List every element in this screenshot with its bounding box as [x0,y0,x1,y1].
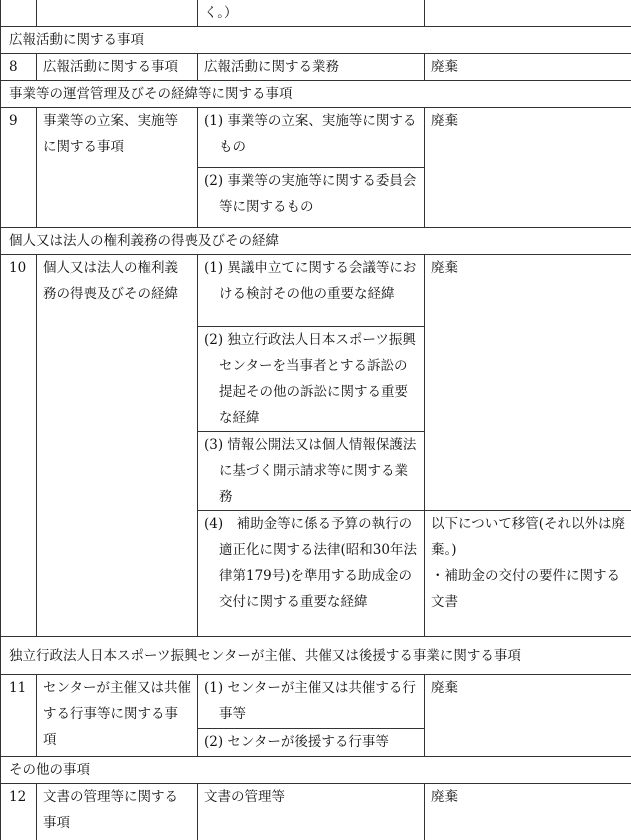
item-cell: 個人又は法人の権利義務の得喪及びその経緯 [37,255,198,637]
no-cell: 8 [1,54,37,81]
table-row [1,784,631,840]
section-header-row [1,81,631,108]
table-row [1,54,631,81]
section-header-row [1,228,631,255]
table-row [1,675,631,729]
desc-cell: (3) 情報公開法又は個人情報保護法に基づく開示請求等に関する業務 [198,432,425,511]
item-cell: 文書の管理等に関する事項 [37,784,198,840]
disposition-cell: 廃棄 [425,255,631,511]
disposition-cell: 廃棄 [425,675,631,757]
desc-cell: (1) 事業等の立案、実施等に関するもの [198,108,425,168]
transfer-note: 以下について移管(それ以外は廃棄。) [431,516,625,558]
item-cell [37,0,198,27]
section-title: 独立行政法人日本スポーツ振興センターが主催、共催又は後援する事業に関する事項 [1,637,631,675]
no-cell: 11 [1,675,37,757]
desc-cell: 広報活動に関する業務 [198,54,425,81]
section-header-row [1,637,631,675]
desc-cell: (2) センターが後援する行事等 [198,729,425,757]
section-title: その他の事項 [1,757,631,784]
desc-cell: (2) 事業等の実施等に関する委員会等に関するもの [198,168,425,228]
item-cell: 広報活動に関する事項 [37,54,198,81]
disposition-cell [425,511,631,637]
no-cell [1,0,37,27]
transfer-note-item: ・補助金の交付の要件に関する文書 [431,568,620,610]
desc-cell: (4) 補助金等に係る予算の執行の適正化に関する法律(昭和30年法律第179号)を準用する助成金の交付に関する重要な経緯 [198,511,425,637]
no-cell: 12 [1,784,37,840]
desc-cell: 文書の管理等 [198,784,425,840]
section-title: 広報活動に関する事項 [1,27,631,54]
disposition-cell: 廃棄 [425,784,631,840]
disposition-cell: 廃棄 [425,54,631,81]
no-cell: 9 [1,108,37,228]
desc-cell: (2) 独立行政法人日本スポーツ振興センターを当事者とする訴訟の提起その他の訴訟に関する重要な経緯 [198,327,425,432]
section-header-row [1,27,631,54]
table-row [1,255,631,327]
section-title: 事業等の運営管理及びその経緯等に関する事項 [1,81,631,108]
no-cell: 10 [1,255,37,637]
item-cell: 事業等の立案、実施等に関する事項 [37,108,198,228]
table-row [1,108,631,168]
disposition-cell [425,0,631,27]
desc-cell: (1) センターが主催又は共催する行事等 [198,675,425,729]
disposition-cell: 廃棄 [425,108,631,228]
section-header-row [1,757,631,784]
item-cell: センターが主催又は共催する行事等に関する事項 [37,675,198,757]
desc-cell: く。） [198,0,425,27]
desc-cell: (1) 異議申立てに関する会議等における検討その他の重要な経緯 [198,255,425,327]
table-row [1,0,631,27]
section-title: 個人又は法人の権利義務の得喪及びその経緯 [1,228,631,255]
